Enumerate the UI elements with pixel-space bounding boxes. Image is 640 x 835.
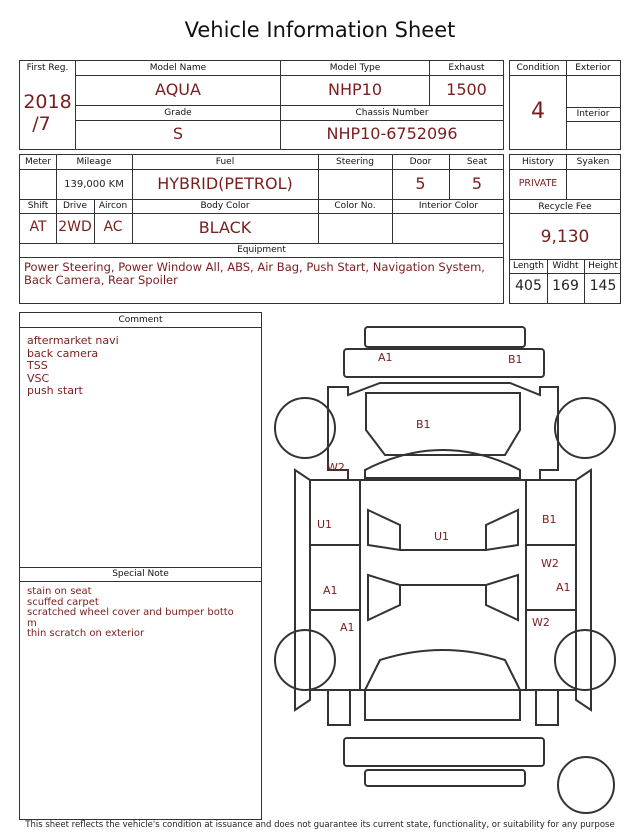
note-line: m bbox=[27, 617, 37, 629]
length-value: 405 bbox=[515, 278, 542, 294]
seat-value: 5 bbox=[471, 174, 483, 193]
width-label: Widht bbox=[552, 261, 579, 271]
exhaust-label: Exhaust bbox=[448, 63, 485, 73]
drive-value: 2WD bbox=[58, 219, 92, 235]
model-name-value: AQUA bbox=[155, 80, 201, 99]
model-type-value: NHP10 bbox=[327, 80, 382, 99]
sheet-title: Vehicle Information Sheet bbox=[184, 18, 456, 42]
note-line: thin scratch on exterior bbox=[27, 628, 145, 639]
meter-label: Meter bbox=[24, 157, 52, 167]
comment-line: VSC bbox=[27, 371, 50, 385]
grade-value: S bbox=[172, 124, 184, 143]
note-line: scuffed carpet bbox=[27, 596, 99, 608]
first-reg-month: /7 bbox=[32, 113, 51, 135]
recycle-label: Recycle Fee bbox=[538, 202, 592, 212]
interior-color-label: Interior Color bbox=[418, 201, 479, 211]
damage-mark: W2 bbox=[541, 557, 559, 570]
history-value: PRIVATE bbox=[518, 178, 558, 189]
model-name-label: Model Name bbox=[149, 63, 207, 73]
special-note-label: Special Note bbox=[112, 569, 169, 579]
damage-mark: W2 bbox=[532, 616, 550, 629]
aircon-label: Aircon bbox=[98, 201, 128, 211]
drive-label: Drive bbox=[63, 201, 87, 211]
body-color-label: Body Color bbox=[200, 201, 250, 211]
damage-mark: B1 bbox=[416, 418, 431, 431]
damage-mark: A1 bbox=[556, 581, 571, 594]
syaken-label: Syaken bbox=[576, 157, 610, 167]
height-value: 145 bbox=[589, 278, 617, 294]
condition-value: 4 bbox=[531, 99, 545, 124]
comment-label: Comment bbox=[118, 315, 163, 325]
history-label: History bbox=[521, 157, 555, 167]
comment-line: aftermarket navi bbox=[27, 334, 119, 347]
aircon-value: AC bbox=[103, 219, 123, 235]
chassis-label: Chassis Number bbox=[355, 108, 429, 118]
body-color-value: BLACK bbox=[198, 218, 252, 237]
recycle-value: 9,130 bbox=[540, 227, 590, 247]
color-no-label: Color No. bbox=[334, 201, 376, 211]
width-value: 169 bbox=[552, 278, 579, 294]
comment-line: TSS bbox=[27, 359, 48, 372]
equipment-label: Equipment bbox=[237, 245, 286, 255]
fuel-label: Fuel bbox=[215, 157, 235, 167]
damage-mark: A1 bbox=[323, 584, 338, 597]
note-line: scratched wheel cover and bumper botto bbox=[27, 607, 234, 618]
damage-mark: U1 bbox=[434, 530, 450, 543]
first-reg-label: First Reg. bbox=[26, 63, 69, 73]
shift-label: Shift bbox=[27, 201, 49, 211]
damage-mark: B1 bbox=[542, 513, 557, 526]
fuel-value: HYBRID(PETROL) bbox=[157, 174, 293, 193]
damage-mark: B1 bbox=[508, 353, 523, 366]
shift-value: AT bbox=[29, 219, 47, 235]
length-label: Length bbox=[512, 261, 545, 271]
equipment-value: Power Steering, Power Window All, ABS, Air Bag, Push Start, Navigation System, Back Camera, Rear Spoiler bbox=[24, 260, 485, 287]
door-value: 5 bbox=[415, 174, 426, 193]
comment-line: push start bbox=[27, 384, 83, 397]
model-type-label: Model Type bbox=[329, 63, 381, 73]
interior-label: Interior bbox=[576, 109, 610, 119]
damage-mark: W2 bbox=[327, 461, 345, 474]
height-label: Height bbox=[588, 261, 618, 271]
mileage-value: 139,000 KM bbox=[64, 179, 124, 190]
comment-line: back camera bbox=[27, 346, 99, 360]
first-reg-year: 2018 bbox=[23, 91, 72, 113]
disclaimer-footer: This sheet reflects the vehicle's condition at issuance and does not guarantee its current state, functionality, or suitability for any purpose bbox=[25, 820, 615, 830]
exhaust-value: 1500 bbox=[446, 80, 487, 99]
exterior-label: Exterior bbox=[575, 63, 611, 73]
condition-label: Condition bbox=[516, 63, 560, 73]
chassis-value: NHP10-6752096 bbox=[326, 124, 458, 143]
note-line: stain on seat bbox=[27, 586, 92, 597]
damage-mark: U1 bbox=[317, 518, 333, 531]
damage-mark: A1 bbox=[378, 351, 393, 364]
damage-mark: A1 bbox=[340, 621, 355, 634]
seat-label: Seat bbox=[466, 157, 488, 167]
door-label: Door bbox=[409, 157, 432, 167]
mileage-label: Mileage bbox=[76, 157, 112, 167]
steering-label: Steering bbox=[336, 157, 374, 167]
grade-label: Grade bbox=[164, 108, 192, 118]
